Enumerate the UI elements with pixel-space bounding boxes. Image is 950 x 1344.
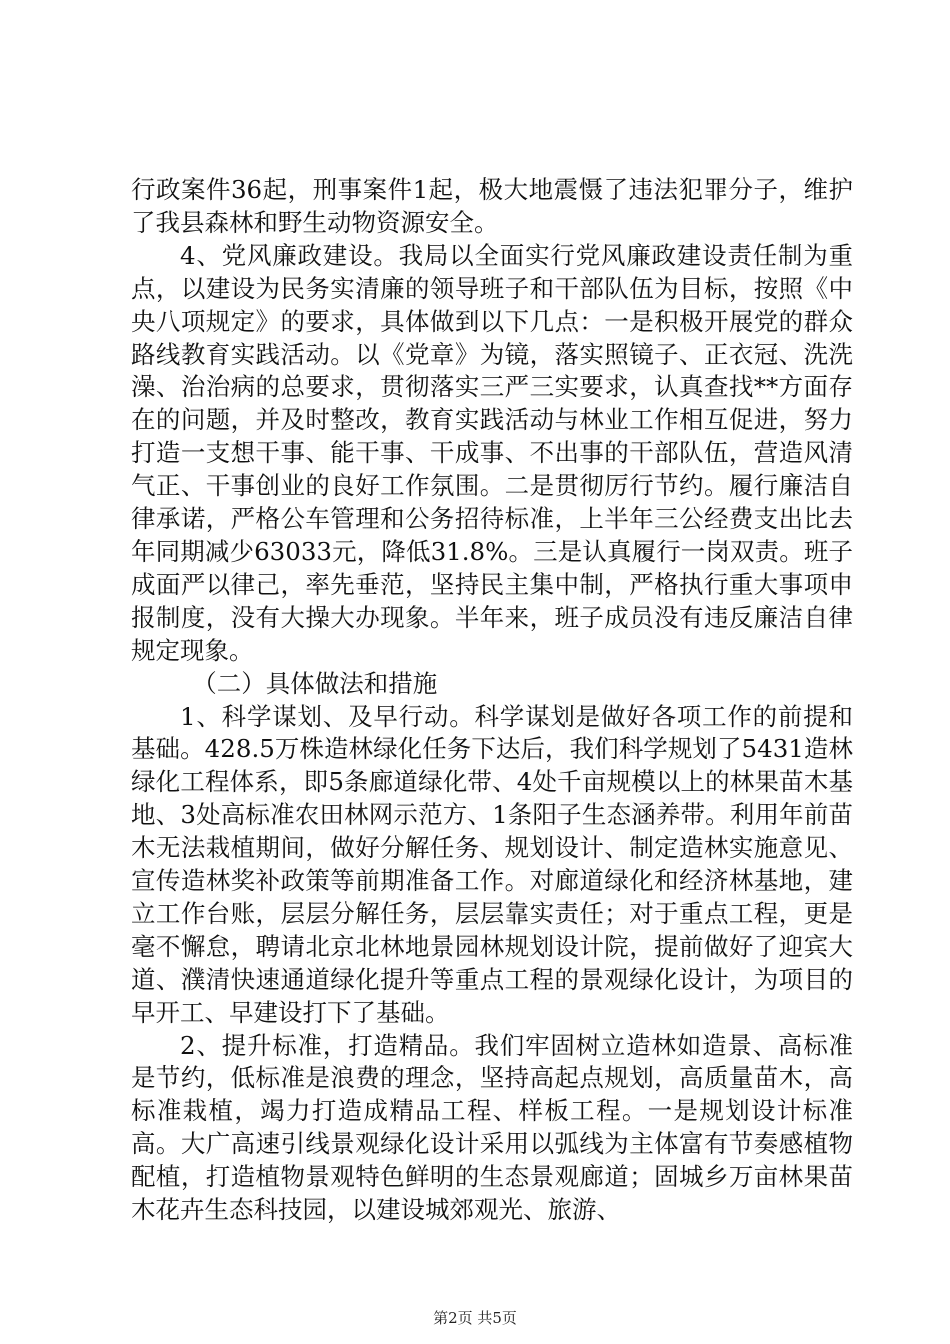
section-subheading: （二）具体做法和措施 bbox=[192, 668, 438, 698]
page-footer: 第2页 共5页 bbox=[433, 1309, 517, 1327]
paragraph-party-conduct: 4、党风廉政建设。我局以全面实行党风廉政建设责任制为重点，以建设为民务实清廉的领导班子和干部队伍为目标，按照《中央八项规定》的要求，具体做到以下几点：一是积极开展党的群众路线教育实践活动。以《党章》为镜，落实照镜子、正衣冠、洗洗澡、治治病的总要求，贯彻落实三严三实要求，认真查找**方面存在的问题，并及时整改，教育实践活动与林业工作相互促进，努力打造一支想干事、能干事、干成事、不出事的干部队伍，营造风清气正、干事创业的良好工作氛围。二是贯彻厉行节约。履行廉洁自律承诺，严格公车管理和公务招待标准，上半年三公经费支出比去年同期减少63033元，降低31.8%。三是认真履行一岗双责。班子成面严以律己，率先垂范，坚持民主集中制，严格执行重大事项申报制度，没有大操大办现象。半年来，班子成员没有违反廉洁自律规定现象。 bbox=[131, 240, 853, 665]
paragraph-planning: 1、科学谋划、及早行动。科学谋划是做好各项工作的前提和基础。428.5万株造林绿化任务下达后，我们科学规划了5431造林绿化工程体系，即5条廊道绿化带、4处千亩规模以上的林果苗木基地、3处高标准农田林网示范方、1条阳子生态涵养带。利用年前苗木无法栽植期间，做好分解任务、规划设计、制定造林实施意见、宣传造林奖补政策等前期准备工作。对廊道绿化和经济林基地，建立工作台账，层层分解任务，层层靠实责任；对于重点工程，更是毫不懈怠，聘请北京北林地景园林规划设计院，提前做好了迎宾大道、濮清快速通道绿化提升等重点工程的景观绿化设计，为项目的早开工、早建设打下了基础。 bbox=[131, 701, 853, 1027]
document-body bbox=[131, 174, 853, 1227]
paragraph-continuation: 行政案件36起，刑事案件1起，极大地震慑了违法犯罪分子，维护了我县森林和野生动物资源安全。 bbox=[131, 175, 853, 237]
paragraph-standards: 2、提升标准，打造精品。我们牢固树立造林如造景、高标准是节约，低标准是浪费的理念，坚持高起点规划，高质量苗木，高标准栽植，竭力打造成精品工程、样板工程。一是规划设计标准高。大广高速引线景观绿化设计采用以弧线为主体富有节奏感植物配植，打造植物景观特色鲜明的生态景观廊道；固城乡万亩林果苗木花卉生态科技园，以建设城郊观光、旅游、 bbox=[131, 1030, 853, 1225]
